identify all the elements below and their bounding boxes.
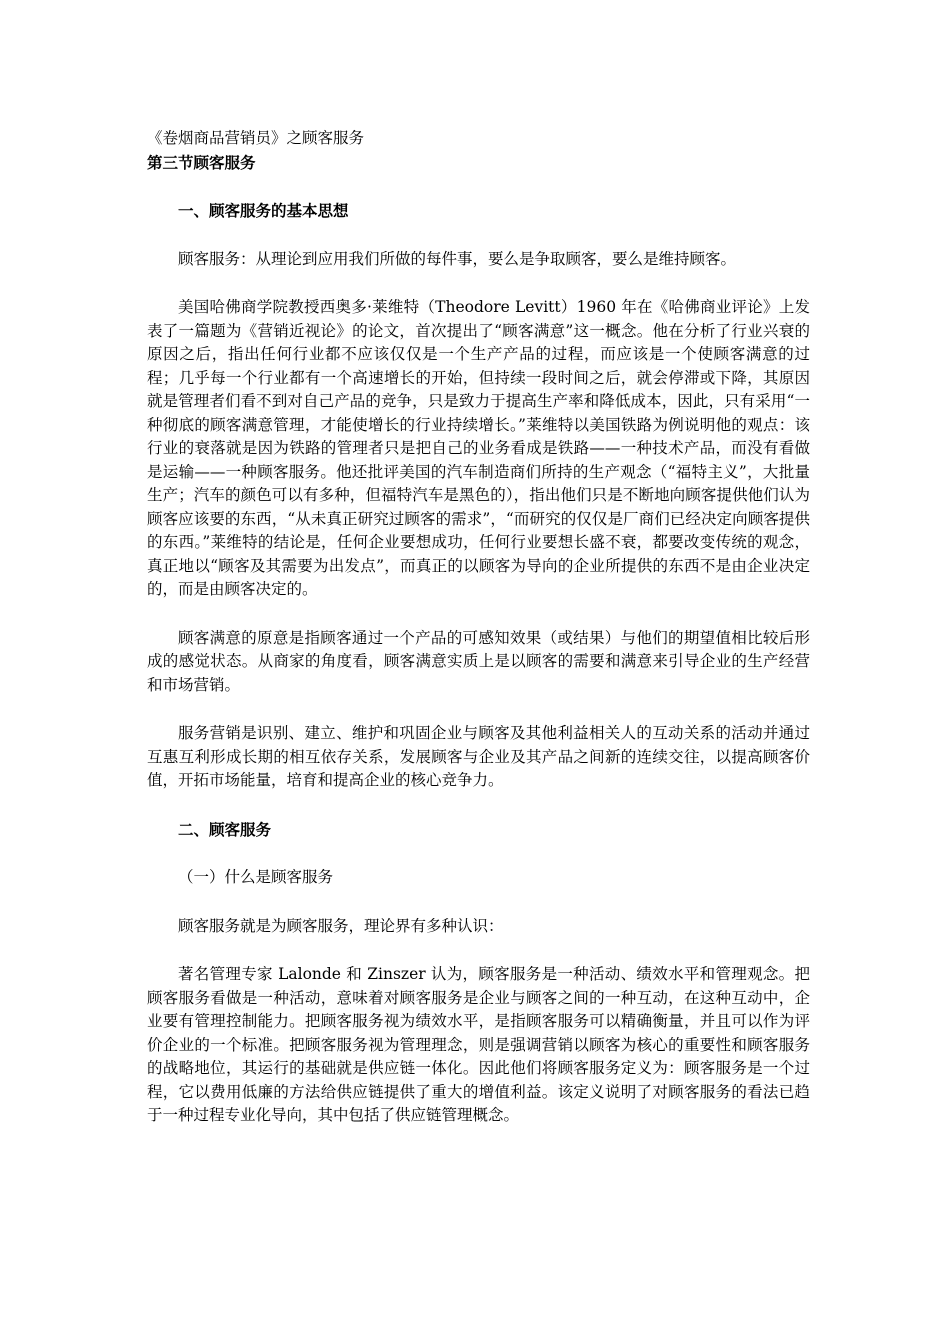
document-title: 《卷烟商品营销员》之顾客服务 xyxy=(147,129,365,147)
paragraph: 服务营销是识别、建立、维护和巩固企业与顾客及其他利益相关人的互动关系的活动并通过互惠互利形成长期的相互依存关系，发展顾客与企业及其产品之间新的连续交往，以提高顾客价值，开拓市场能量，培育和提高企业的核心竞争力。 xyxy=(147,724,810,789)
paragraph: 著名管理专家 Lalonde 和 Zinszer 认为，顾客服务是一种活动、绩效水平和管理观念。把顾客服务看做是一种活动，意味着对顾客服务是企业与顾客之间的一种互动，在这种互动中，企业要有管理控制能力。把顾客服务视为绩效水平，是指顾客服务可以精确衡量，并且可以作为评价企业的一个标准。把顾客服务视为管理理念，则是强调营销以顾客为核心的重要性和顾客服务的战略地位，其运行的基础就是供应链一体化。因此他们将顾客服务定义为：顾客服务是一个过程，它以费用低廉的方法给供应链提供了重大的增值利益。该定义说明了对顾客服务的看法已趋于一种过程专业化导向，其中包括了供应链管理概念。 xyxy=(147,965,810,1124)
paragraph: 美国哈佛商学院教授西奥多·莱维特（Theodore Levitt）1960 年在《哈佛商业评论》上发表了一篇题为《营销近视论》的论文，首次提出了“顾客满意”这一概念。他在分析了行业兴衰的原因之后，指出任何行业都不应该仅仅是一个生产产品的过程，而应该是一个使顾客满意的过程；几乎每一个行业都有一个高速增长的开始，但持续一段时间之后，就会停滞或下降，其原因就是管理者们看不到对自己产品的竞争，只是致力于提高生产率和降低成本，因此，只有采用“一种彻底的顾客满意管理，才能使增长的行业持续增长。”莱维特以美国铁路为例说明他的观点：该行业的衰落就是因为铁路的管理者只是把自己的业务看成是铁路——一种技术产品，而没有看做是运输——一种顾客服务。他还批评美国的汽车制造商们所持的生产观念（“福特主义”，大批量生产；汽车的颜色可以有多种，但福特汽车是黑色的），指出他们只是不断地向顾客提供他们认为顾客应该要的东西，“从未真正研究过顾客的需求”，“而研究的仅仅是厂商们已经决定向顾客提供的东西。”莱维特的结论是，任何企业要想成功，任何行业要想长盛不衰，都要改变传统的观念，真正地以“顾客及其需要为出发点”，而真正的以顾客为导向的企业所提供的东西不是由企业决定的，而是由顾客决定的。 xyxy=(147,298,810,598)
paragraph: 顾客服务：从理论到应用我们所做的每件事，要么是争取顾客，要么是维持顾客。 xyxy=(178,249,737,268)
subheading-what-is-service: （一）什么是顾客服务 xyxy=(178,868,334,886)
paragraph: 顾客满意的原意是指顾客通过一个产品的可感知效果（或结果）与他们的期望值相比较后形成的感觉状态。从商家的角度看，顾客满意实质上是以顾客的需要和满意来引导企业的生产经营和市场营销。 xyxy=(147,628,810,694)
document-page xyxy=(147,127,810,1128)
heading-basic-idea: 一、顾客服务的基本思想 xyxy=(178,201,349,220)
paragraph: 顾客服务就是为顾客服务，理论界有多种认识： xyxy=(178,916,504,935)
section-title: 第三节顾客服务 xyxy=(147,152,256,172)
heading-customer-service: 二、顾客服务 xyxy=(178,819,272,839)
